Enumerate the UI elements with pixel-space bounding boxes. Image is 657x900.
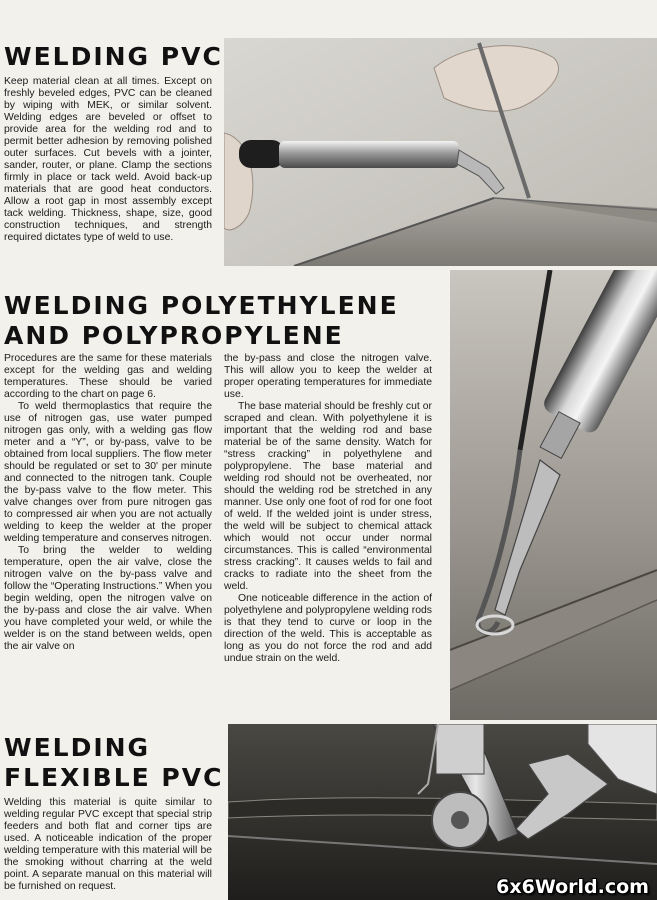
- paragraph: To bring the welder to welding temperature, open the air valve, close the nitrogen valve on the by-pass valve and follow the “Operating Instructions.” When you begin welding, open the nitrogen valve on the by-pass and close the air valve. When you have completed your weld, or while the welder is on the stand between welds, open the air valve on: [4, 545, 212, 652]
- heading-line-1: WELDING: [4, 733, 151, 762]
- polyethylene-column-2: [224, 353, 432, 665]
- paragraph: the by-pass and close the nitrogen valve. This will allow you to keep the welder at proper operating temperatures for immediate use.: [224, 353, 432, 400]
- heading-line-1: WELDING POLYETHYLENE: [4, 291, 399, 320]
- heading-welding-polyethylene: [4, 291, 399, 351]
- watermark-logo: 6x6World.com: [496, 876, 649, 898]
- heading-line-2: FLEXIBLE PVC: [4, 763, 224, 792]
- photo-pvc-welding: [224, 38, 657, 266]
- heading-line-2: AND POLYPROPYLENE: [4, 321, 344, 350]
- photo-flexible-pvc-welding: [228, 724, 657, 900]
- heading-welding-flexible-pvc: [4, 733, 223, 793]
- photo-polyethylene-welding: [450, 270, 657, 720]
- paragraph: The base material should be freshly cut or scraped and clean. With polyethylene it is important that the welding rod and base material be of the same density. Watch for “stress cracking” in polyethylene and polypropylene. The base material and welding rod should not be overheated, nor should the welding rod be stretched in any manner. Use only one foot of rod for one foot of weld. If the welded joint is under stress, the weld will be subject to chemical attack which would not occur under normal circumstances. This is called “environmental stress cracking”. It causes welds to fail and cracks to radiate into the sheet from the weld.: [224, 401, 432, 592]
- paragraph: To weld thermoplastics that require the use of nitrogen gas, use water pumped nitrogen gas only, with a welding gas flow meter and a “Y”, or by-pass, valve to be obtained from local suppliers. The flow meter should be regulated or set to 30' per minute and connected to the nitrogen tank. Couple the by-pass valve to the flow meter. This valve changes over from pure nitrogen gas to compressed air when you are not actually welding to keep the welder at the proper welding temperature and conserves nitrogen.: [4, 401, 212, 544]
- pvc-body-text: Keep material clean at all times. Except on freshly beveled edges, PVC can be cleaned by wiping with MEK, or similar solvent. Welding edges are beveled or offset to provide area for the welding rod and to permit better adhesion by removing polished outer surfaces. Cut bevels with a jointer, sander, router, or plane. Clamp the sections firmly in place or tack weld. Avoid back-up materials that are good heat conductors. Allow a root gap in most assembly except tack welding. Thickness, shape, size, good construction techniques, and strength required dictates type of weld to use.: [4, 76, 212, 243]
- flexible-pvc-body-text: Welding this material is quite similar to welding regular PVC except that special strip feeders and both flat and corner tips are used. A noticeable indication of the proper welding temperature with this material will be the smoking without charring at the weld point. A separate manual on this material will be furnished on request.: [4, 797, 212, 892]
- polyethylene-column-1: [4, 353, 212, 653]
- paragraph: Procedures are the same for these materials except for the welding gas and welding temperatures. These should be varied according to the chart on page 6.: [4, 353, 212, 400]
- heading-welding-pvc: WELDING PVC: [4, 42, 223, 71]
- paragraph: One noticeable difference in the action of polyethylene and polypropylene welding rods is that they tend to curve or loop in the direction of the weld. This is acceptable as long as you do not force the rod and add undue strain on the weld.: [224, 593, 432, 664]
